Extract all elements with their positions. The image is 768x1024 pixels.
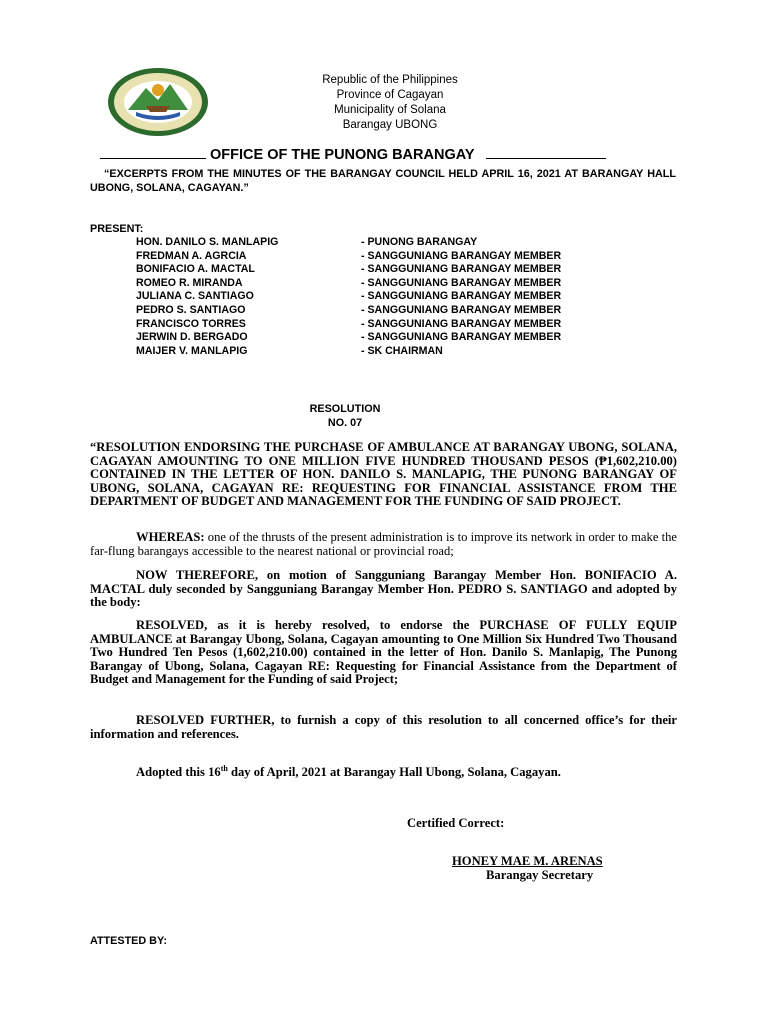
minutes-excerpt-heading: “EXCERPTS FROM THE MINUTES OF THE BARANGAY COUNCIL HELD APRIL 16, 2021 AT BARANGAY HALL UBONG, SOLANA, CAGAYAN.”	[90, 168, 676, 194]
member-name: MAIJER V. MANLAPIG	[136, 344, 248, 357]
member-name: JULIANA C. SANTIAGO	[136, 290, 254, 303]
signatory-title: Barangay Secretary	[486, 868, 594, 882]
office-title	[100, 146, 606, 163]
resolved-further-text: , to furnish a copy of this resolution to all concerned office’s for their information and references.	[90, 713, 678, 741]
member-row	[0, 304, 768, 318]
member-name: PEDRO S. SANTIAGO	[136, 304, 246, 316]
whereas-text: one of the thrusts of the present administration is to improve its network in order to make the far-flung barangays accessible to the nearest national or provincial road;	[90, 530, 677, 558]
signatory-name: HONEY MAE M. ARENAS	[452, 854, 603, 868]
header-province: Province of Cagayan	[336, 89, 444, 101]
present-label: PRESENT:	[90, 223, 144, 235]
member-name: BONIFACIO A. MACTAL	[136, 263, 255, 276]
resolved-text: , as it is hereby resolved, to endorse the	[204, 618, 480, 632]
resolved-text-2: at Barangay Ubong, Solana, Cagayan amounting to One Million Six Hundred Two Thousand Two Hundred Ten Pesos (1,602,210.00) contained in the letter of Hon. Danilo S. Manlapig, The Punong Barangay of Ubong, Solana, Cagayan RE: Requesting for Financial Assistance from the Department of Budget and Management for the Funding of said Project;	[90, 631, 677, 687]
adopted-ordinal: th	[220, 764, 228, 773]
member-name: JERWIN D. BERGADO	[136, 331, 248, 344]
now-therefore-paragraph	[90, 569, 677, 610]
member-position: - SANGGUNIANG BARANGAY MEMBER	[361, 331, 562, 344]
member-row	[0, 318, 768, 332]
member-position: - SANGGUNIANG BARANGAY MEMBER	[361, 290, 562, 303]
member-name: FREDMAN A. AGRCIA	[136, 249, 247, 262]
now-therefore-text-2: duly seconded by Sangguniang Barangay Member Hon.	[144, 581, 458, 596]
adopted-line	[136, 764, 561, 780]
now-therefore-lead: NOW THEREFORE	[136, 568, 255, 582]
certified-correct: Certified Correct:	[407, 816, 505, 830]
resolved-further-paragraph	[90, 714, 677, 741]
member-position: - SANGGUNIANG BARANGAY MEMBER	[361, 249, 562, 262]
header-municipality: Municipality of Solana	[334, 104, 446, 116]
now-therefore-text: , on motion of Sangguniang Barangay Member Hon.	[254, 568, 585, 582]
member-row	[0, 236, 768, 250]
seconder-name: PEDRO S. SANTIAGO	[458, 581, 588, 596]
office-title-text: OFFICE OF THE PUNONG BARANGAY	[210, 147, 475, 163]
now-therefore-text-3: and adopted by the body:	[90, 581, 677, 610]
member-position: - SANGGUNIANG BARANGAY MEMBER	[361, 276, 562, 289]
member-row	[0, 263, 768, 277]
resolution-no: NO. 07	[327, 417, 363, 429]
member-position: - SK CHAIRMAN	[361, 344, 443, 357]
adopted-text: Adopted this 16	[136, 765, 221, 780]
member-name: ROMEO R. MIRANDA	[136, 276, 243, 289]
member-name: FRANCISCO TORRES	[136, 317, 246, 330]
member-row	[0, 290, 768, 304]
resolution-title: “RESOLUTION ENDORSING THE PURCHASE OF AMBULANCE AT BARANGAY UBONG, SOLANA, CAGAYAN AMOUNTING TO ONE MILLION FIVE HUNDRED THOUSAND PESOS (₱1,602,210.00) CONTAINED IN THE LETTER OF HON. DANILO S. MANLAPIG, THE PUNONG BARANGAY OF UBONG, SOLANA, CAGAYAN RE: REQUESTING FOR FINANCIAL ASSISTANCE FROM THE DEPARTMENT OF BUDGET AND MANAGEMENT FOR THE FUNDING OF SAID PROJECT.	[90, 440, 677, 509]
adopted-text-2: day of April, 2021 at Barangay Hall Ubong, Solana, Cagayan.	[227, 765, 561, 780]
resolved-item: PURCHASE OF FULLY EQUIP AMBULANCE	[90, 618, 678, 646]
member-position: - SANGGUNIANG BARANGAY MEMBER	[361, 304, 562, 316]
whereas-paragraph	[90, 531, 677, 558]
resolved-lead: RESOLVED	[136, 618, 205, 632]
mover-name: BONIFACIO A. MACTAL	[90, 568, 677, 596]
member-row	[0, 345, 768, 359]
whereas-lead: WHEREAS:	[136, 530, 205, 544]
member-position: - SANGGUNIANG BARANGAY MEMBER	[361, 317, 562, 330]
member-row	[0, 250, 768, 264]
barangay-seal-logo	[106, 66, 210, 138]
resolution-number	[300, 402, 390, 430]
header-republic: Republic of the Philippines	[322, 74, 458, 86]
member-position: - PUNONG BARANGAY	[361, 236, 478, 248]
member-name: HON. DANILO S. MANLAPIG	[136, 236, 279, 248]
member-position: - SANGGUNIANG BARANGAY MEMBER	[361, 263, 562, 276]
resolved-further-lead: RESOLVED FURTHER	[136, 713, 272, 727]
resolution-label: RESOLUTION	[309, 403, 381, 415]
resolved-paragraph	[90, 619, 677, 687]
member-row	[0, 277, 768, 291]
attested-by-label: ATTESTED BY:	[90, 935, 167, 947]
header-barangay: Barangay UBONG	[342, 119, 438, 131]
member-row	[0, 331, 768, 345]
